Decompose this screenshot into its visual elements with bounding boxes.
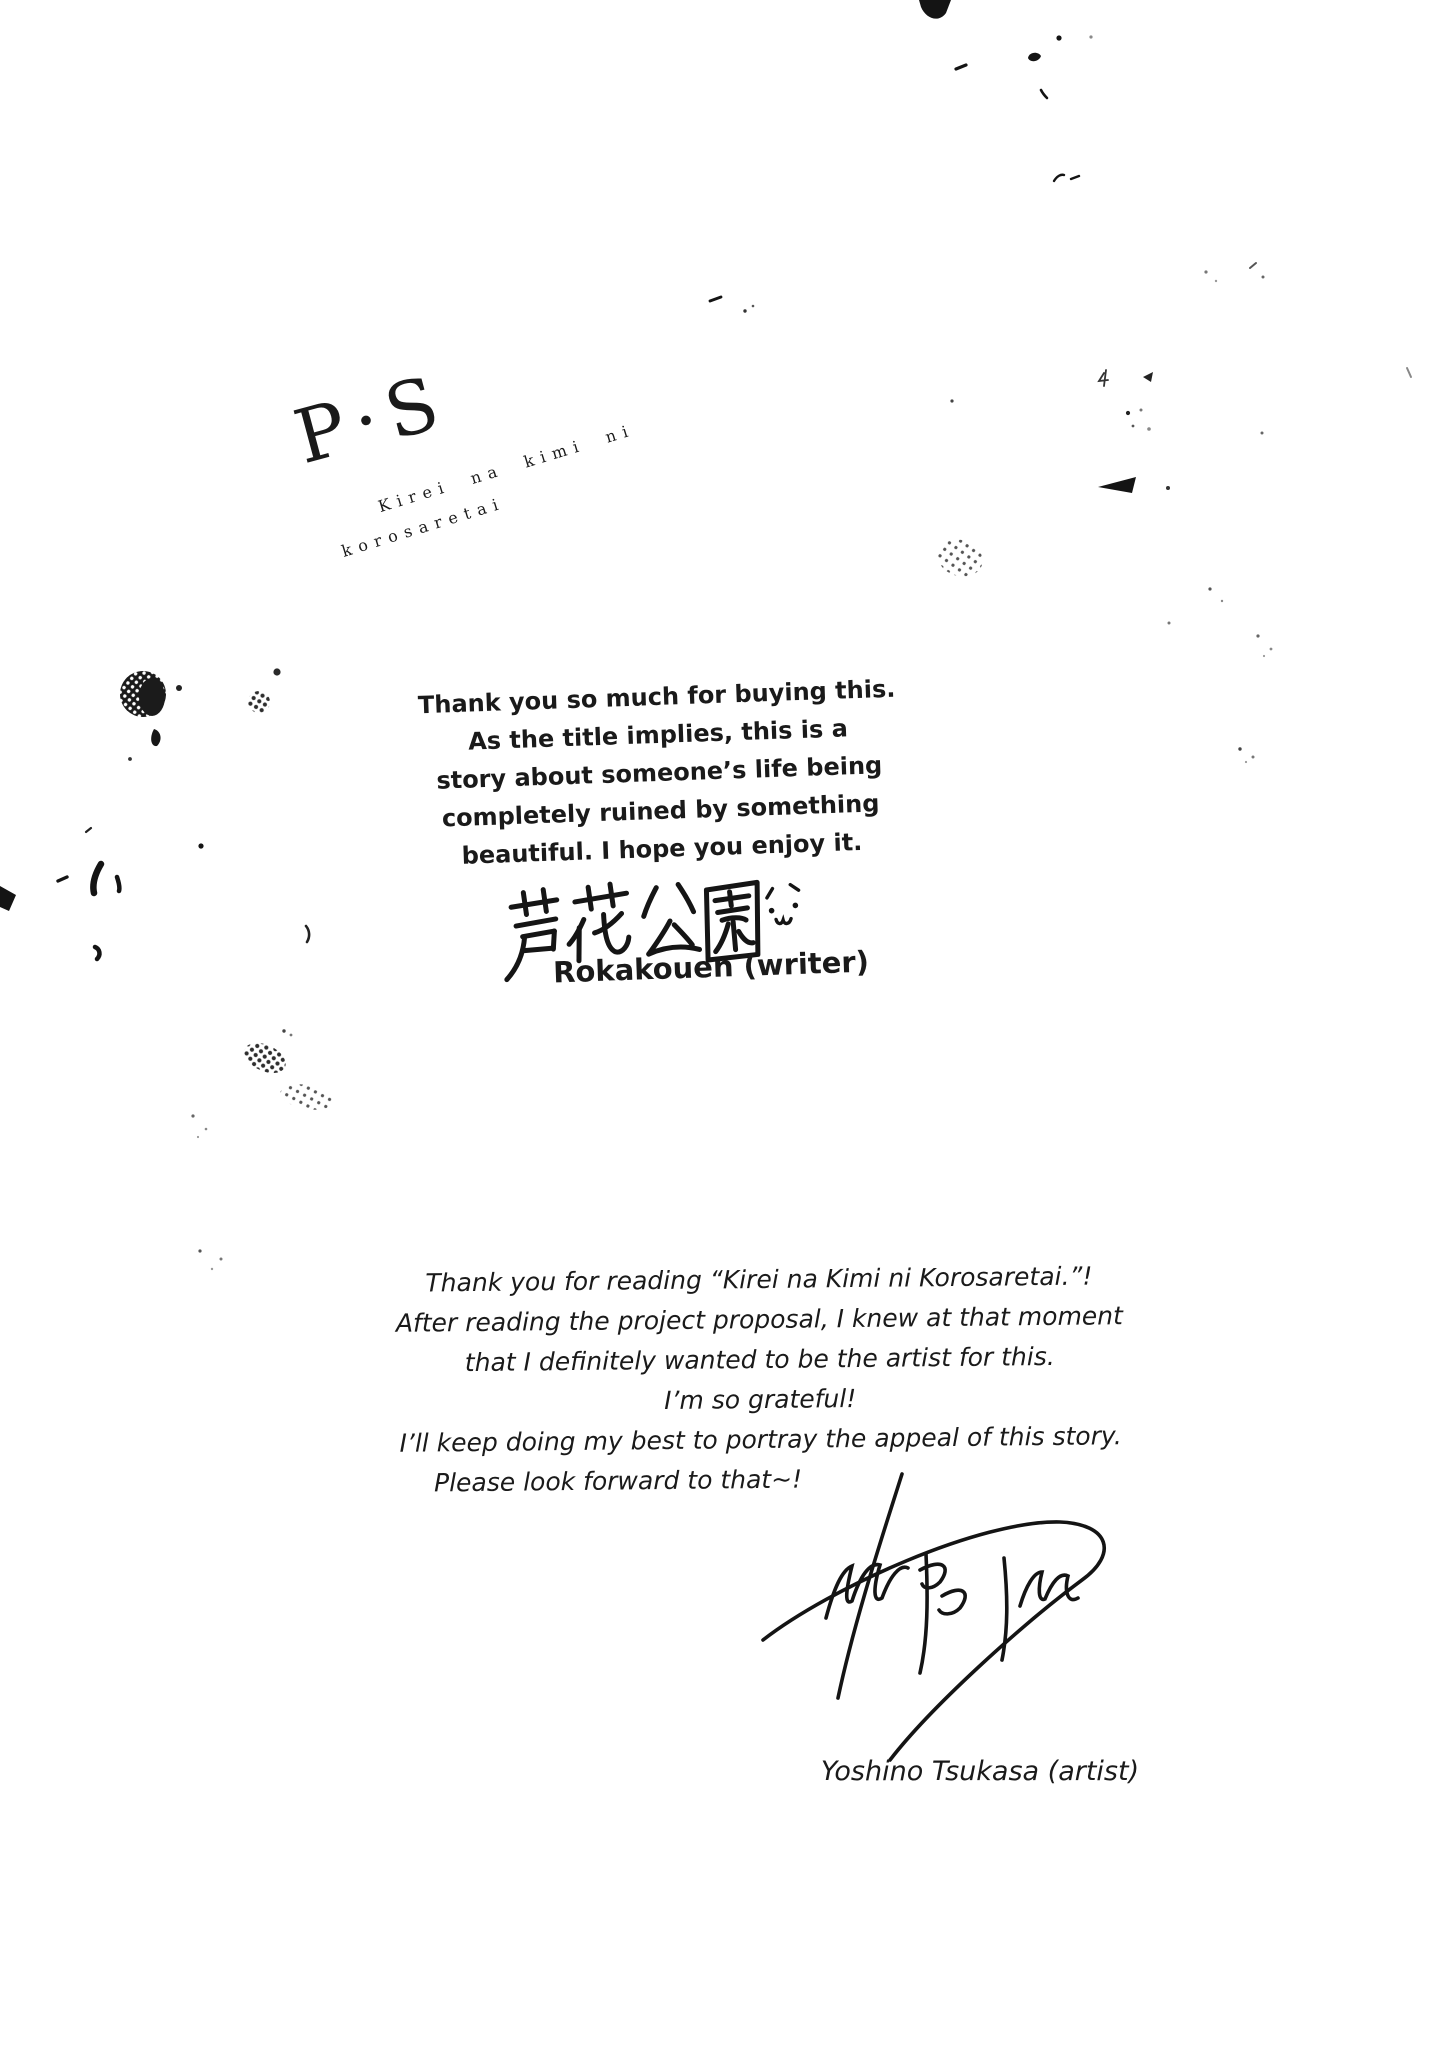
artist-message-line: Please look forward to that~! xyxy=(433,1464,803,1498)
artist-signature-scribble xyxy=(590,1458,1130,1768)
page-title: P·S xyxy=(286,358,458,482)
ink-splatter-left xyxy=(0,668,336,1270)
title-romaji-line2: korosaretai xyxy=(339,493,508,561)
writer-message xyxy=(406,669,912,876)
face-doodle-icon xyxy=(766,884,800,924)
writer-credit: Rokakouen (writer) xyxy=(552,944,870,990)
writer-message-line: Thank you so much for buying this. xyxy=(417,674,896,720)
artist-message-line: I’m so grateful! xyxy=(663,1383,857,1416)
artist-message-line: that I definitely wanted to be the artist for this. xyxy=(464,1341,1055,1378)
writer-message-line: beautiful. I hope you enjoy it. xyxy=(461,827,863,870)
writer-message-line: completely ruined by something xyxy=(441,789,880,833)
ink-splatter-top-right xyxy=(710,0,1411,763)
writer-message-line: story about someone’s life being xyxy=(435,751,883,795)
writer-message-line: As the title implies, this is a xyxy=(467,714,849,756)
title-romaji-line1: Kirei na kimi ni xyxy=(375,419,637,517)
artist-message-line: After reading the project proposal, I knew at that moment xyxy=(395,1301,1124,1338)
artist-credit: Yoshino Tsukasa (artist) xyxy=(820,1756,1140,1787)
artist-message-line: Thank you for reading “Kirei na Kimi ni Korosaretai.”! xyxy=(425,1261,1093,1298)
artist-message-line: I’ll keep doing my best to portray the appeal of this story. xyxy=(399,1421,1122,1458)
